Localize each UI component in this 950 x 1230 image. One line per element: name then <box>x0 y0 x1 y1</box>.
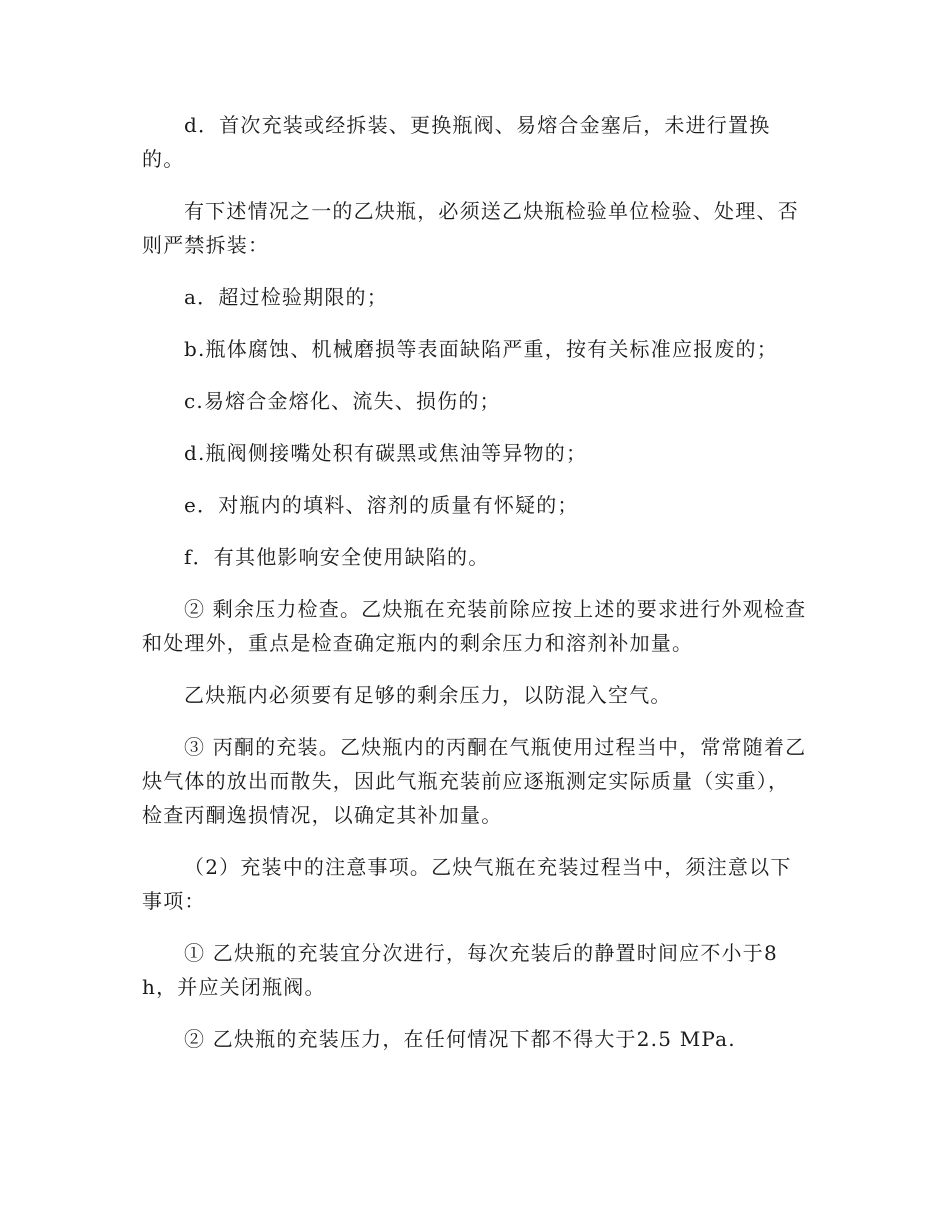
paragraph-residual-pressure: ② 剩余压力检查。乙炔瓶在充装前除应按上述的要求进行外观检查和处理外，重点是检查确定瓶内的剩余压力和溶剂补加量。 <box>142 597 807 655</box>
paragraph-sufficient-pressure: 乙炔瓶内必须要有足够的剩余压力，以防混入空气。 <box>184 683 672 707</box>
paragraph-item-b: b.瓶体腐蚀、机械磨损等表面缺陷严重，按有关标准应报废的； <box>184 337 778 361</box>
paragraph-item-f: f．有其他影响安全使用缺陷的。 <box>184 545 490 569</box>
paragraph-item-a: a．超过检验期限的； <box>184 285 388 309</box>
paragraph-filling-precautions: （2）充装中的注意事项。乙炔气瓶在充装过程当中，须注意以下事项： <box>142 855 792 913</box>
paragraph-inspection-required: 有下述情况之一的乙炔瓶，必须送乙炔瓶检验单位检验、处理、否则严禁拆装： <box>142 199 799 257</box>
paragraph-staged-filling: ① 乙炔瓶的充装宜分次进行，每次充装后的静置时间应不小于8h，并应关闭瓶阀。 <box>142 941 778 999</box>
paragraph-filling-pressure-limit: ② 乙炔瓶的充装压力，在任何情况下都不得大于2.5 MPa. <box>184 1027 736 1051</box>
paragraph-item-d: d.瓶阀侧接嘴处积有碳黑或焦油等异物的； <box>184 441 588 465</box>
paragraph-item-c: c.易熔合金熔化、流失、损伤的； <box>184 389 501 413</box>
paragraph-item-e: e．对瓶内的填料、溶剂的质量有怀疑的； <box>184 493 579 517</box>
document-body <box>142 108 810 1074</box>
paragraph-acetone-filling: ③ 丙酮的充装。乙炔瓶内的丙酮在气瓶使用过程当中，常常随着乙炔气体的放出而散失，因此气瓶充装前应逐瓶测定实际质量（实重），检查丙酮逸损情况，以确定其补加量。 <box>142 735 807 827</box>
paragraph-item-d-first-fill: d．首次充装或经拆装、更换瓶阀、易熔合金塞后，未进行置换的。 <box>142 113 771 171</box>
